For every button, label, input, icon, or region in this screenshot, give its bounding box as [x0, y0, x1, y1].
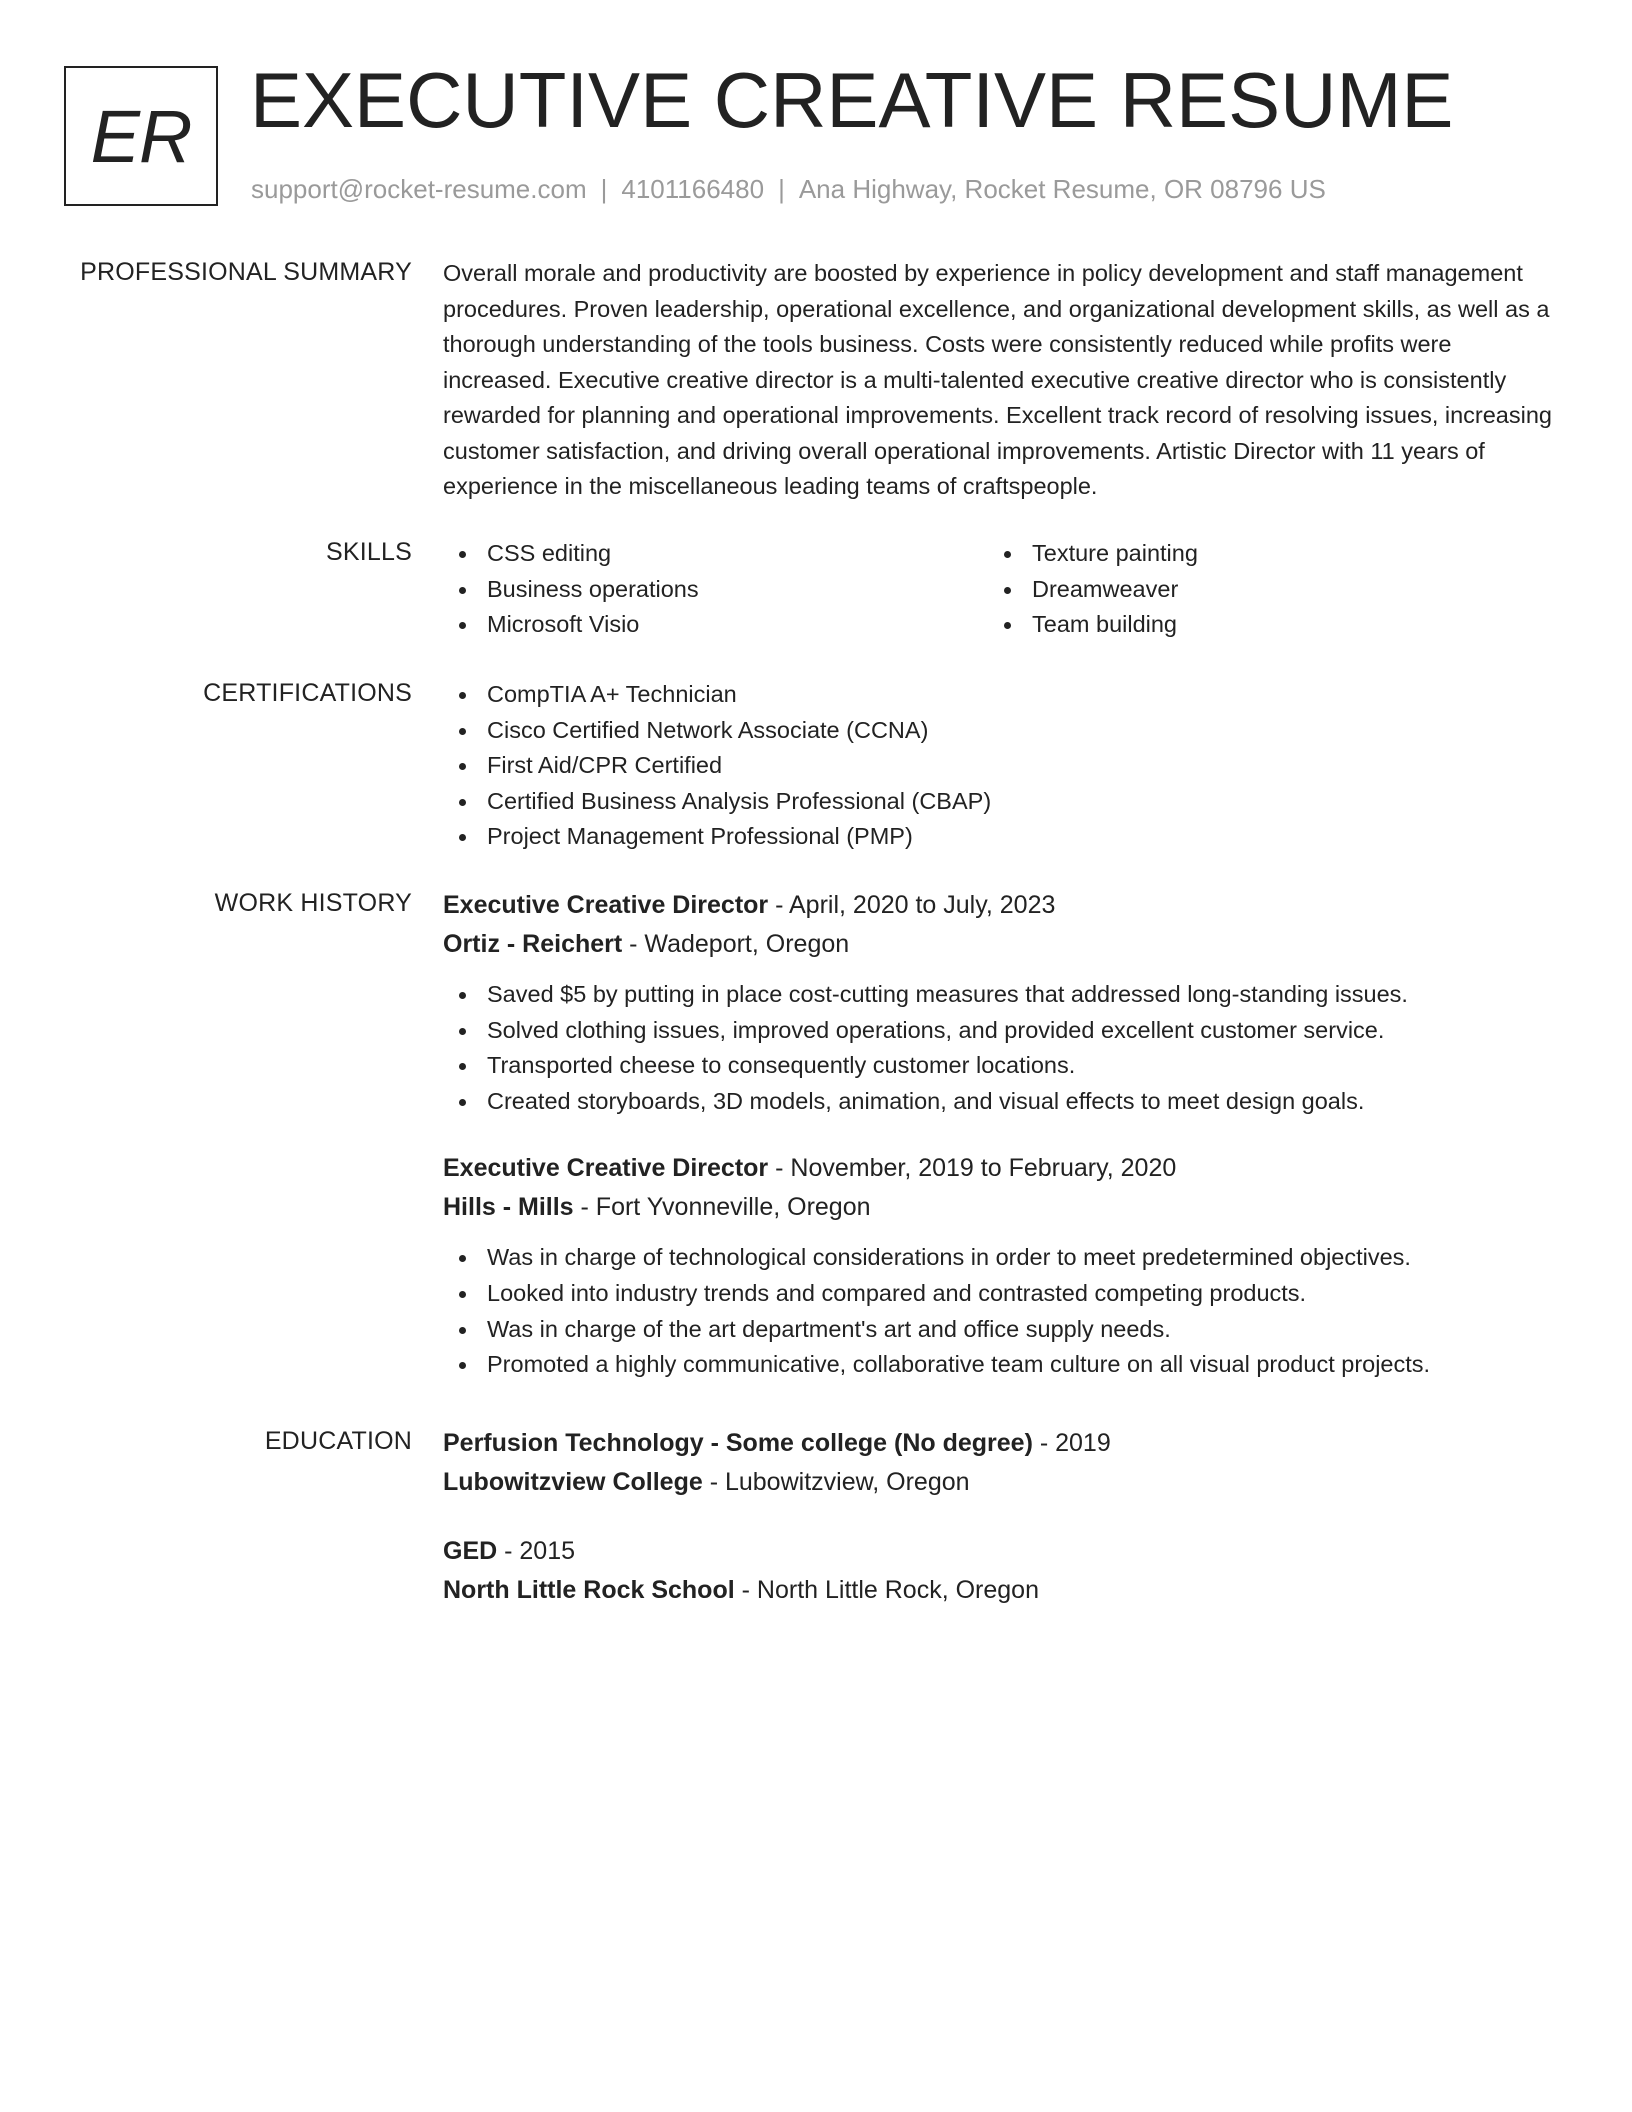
contact-separator: |: [778, 174, 785, 204]
job-bullet: Created storyboards, 3D models, animation, and visual effects to meet design goals.: [443, 1084, 1558, 1120]
job-bullets: [443, 977, 1558, 1119]
job-company-line: [443, 925, 1558, 964]
certification-item: First Aid/CPR Certified: [443, 748, 1558, 784]
work-history-body: [443, 886, 1558, 1383]
job-bullets: [443, 1240, 1558, 1382]
section-label-skills: SKILLS: [326, 538, 412, 566]
resume-title: EXECUTIVE CREATIVE RESUME: [250, 56, 1454, 144]
contact-line: [251, 174, 1326, 205]
education-year: - 2019: [1032, 1429, 1111, 1457]
job-bullet: Looked into industry trends and compared and contrasted competing products.: [443, 1276, 1558, 1312]
certifications-list: [443, 677, 1558, 855]
job-title-line: [443, 886, 1558, 925]
job-company: Hills - Mills: [443, 1193, 574, 1222]
certification-item: Certified Business Analysis Professional (CBAP): [443, 784, 1558, 820]
education-location: - Lubowitzview, Oregon: [702, 1468, 970, 1496]
contact-phone[interactable]: 4101166480: [621, 174, 765, 204]
skills-body: [443, 536, 1558, 643]
section-label-education: EDUCATION: [264, 1427, 412, 1455]
skills-list-right: [988, 536, 1533, 643]
skill-item: Texture painting: [988, 536, 1533, 572]
education-degree: Perfusion Technology - Some college (No degree): [443, 1429, 1033, 1457]
education-degree-line: [443, 1424, 1558, 1463]
certification-item: CompTIA A+ Technician: [443, 677, 1558, 713]
job-bullet: Was in charge of technological considerations in order to meet predetermined objectives.: [443, 1240, 1558, 1276]
job-location: - Fort Yvonneville, Oregon: [573, 1193, 871, 1222]
skill-item: CSS editing: [443, 536, 988, 572]
education-degree-line: [443, 1532, 1558, 1571]
job-entry: [443, 1149, 1558, 1382]
job-location: - Wadeport, Oregon: [622, 930, 850, 958]
summary-body: [443, 256, 1558, 505]
skill-item: Dreamweaver: [988, 572, 1533, 608]
skill-item: Team building: [988, 607, 1533, 643]
education-entry: [443, 1424, 1558, 1502]
job-company: Ortiz - Reichert: [443, 930, 623, 958]
certification-item: Cisco Certified Network Associate (CCNA): [443, 713, 1558, 749]
education-school-line: [443, 1463, 1558, 1502]
education-entry: [443, 1532, 1558, 1610]
job-title-line: [443, 1149, 1558, 1188]
education-school: North Little Rock School: [443, 1576, 735, 1604]
job-dates: - November, 2019 to February, 2020: [768, 1154, 1177, 1183]
certification-item: Project Management Professional (PMP): [443, 819, 1558, 855]
monogram-logo: ER: [64, 66, 218, 206]
job-dates: - April, 2020 to July, 2023: [768, 891, 1056, 919]
job-company-line: [443, 1188, 1558, 1227]
education-location: - North Little Rock, Oregon: [734, 1576, 1039, 1604]
skill-item: Business operations: [443, 572, 988, 608]
job-bullet: Transported cheese to consequently customer locations.: [443, 1048, 1558, 1084]
education-body: [443, 1424, 1558, 1610]
section-label-certifications: CERTIFICATIONS: [203, 679, 412, 707]
section-label-work-history: WORK HISTORY: [214, 889, 412, 917]
education-school-line: [443, 1571, 1558, 1610]
job-title: Executive Creative Director: [443, 1154, 769, 1183]
contact-email[interactable]: support@rocket-resume.com: [251, 174, 587, 204]
education-year: - 2015: [497, 1537, 576, 1565]
job-bullet: Was in charge of the art department's art and office supply needs.: [443, 1312, 1558, 1348]
summary-text: Overall morale and productivity are boosted by experience in policy development and staff management procedures. Proven leadership, operational excellence, and organizational development skills, as well as a thorough understanding of the tools business. Costs were consistently reduced while profits were increased. Executive creative director is a multi-talented executive creative director who is consistently rewarded for planning and operational improvements. Excellent track record of resolving issues, increasing customer satisfaction, and driving overall operational improvements. Artistic Director with 11 years of experience in the miscellaneous leading teams of craftspeople.: [443, 260, 1552, 499]
section-label-summary: PROFESSIONAL SUMMARY: [80, 258, 412, 286]
contact-address: Ana Highway, Rocket Resume, OR 08796 US: [798, 174, 1326, 204]
education-degree: GED: [443, 1537, 498, 1565]
job-entry: [443, 886, 1558, 1119]
skills-list-left: [443, 536, 988, 643]
job-bullet: Solved clothing issues, improved operations, and provided excellent customer service.: [443, 1013, 1558, 1049]
job-bullet: Saved $5 by putting in place cost-cutting measures that addressed long-standing issues.: [443, 977, 1558, 1013]
skill-item: Microsoft Visio: [443, 607, 988, 643]
job-bullet: Promoted a highly communicative, collaborative team culture on all visual product projects.: [443, 1347, 1558, 1383]
certifications-body: [443, 677, 1558, 855]
job-title: Executive Creative Director: [443, 891, 769, 919]
contact-separator: |: [600, 174, 608, 204]
education-school: Lubowitzview College: [443, 1468, 703, 1496]
